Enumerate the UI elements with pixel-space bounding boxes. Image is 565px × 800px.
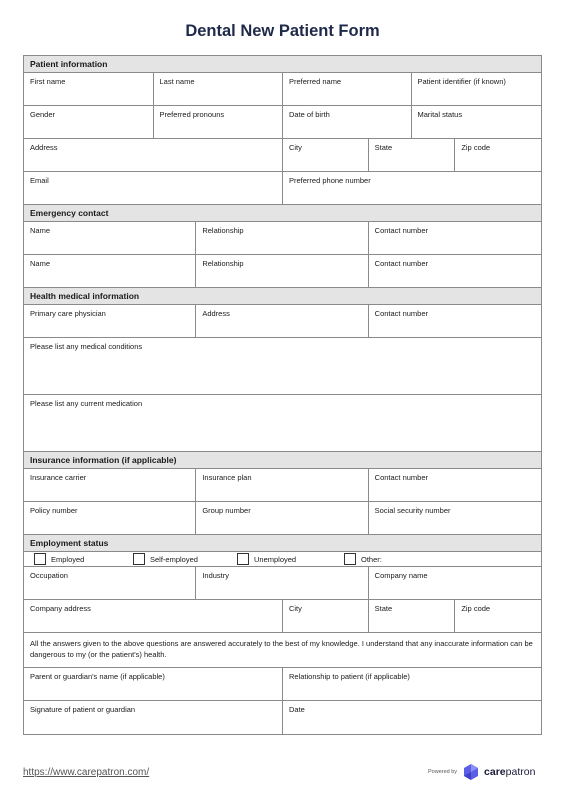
company-address-field[interactable]: Company address: [24, 600, 283, 632]
checkbox[interactable]: [344, 553, 356, 565]
gender-field[interactable]: Gender: [24, 106, 154, 138]
powered-by-label: Powered by: [428, 769, 458, 775]
social-security-number-field[interactable]: Social security number: [374, 506, 451, 515]
occupation-field[interactable]: Occupation: [24, 567, 196, 599]
carepatron-link[interactable]: https://www.carepatron.com/: [23, 767, 150, 778]
industry-field[interactable]: Industry: [196, 567, 368, 599]
city-field[interactable]: City: [283, 139, 369, 171]
form-row: [24, 469, 541, 502]
form-row: [24, 73, 541, 106]
group-number-field[interactable]: Group number: [196, 502, 368, 534]
form-row: [24, 139, 541, 172]
section-header-health: Health medical information: [24, 288, 541, 305]
state-field[interactable]: State: [369, 139, 456, 171]
section-header-insurance: Insurance information (if applicable): [24, 452, 541, 469]
option-label: Self-employed: [150, 554, 198, 564]
insurance-carrier-field[interactable]: Insurance carrier: [24, 469, 196, 501]
employed-option[interactable]: [34, 553, 133, 565]
phone-field[interactable]: Preferred phone number: [289, 176, 371, 185]
option-label: Unemployed: [254, 554, 297, 564]
emergency-name-field[interactable]: Name: [24, 255, 196, 287]
date-field[interactable]: Date: [289, 705, 305, 714]
relationship-to-patient-field[interactable]: Relationship to patient (if applicable): [289, 672, 410, 681]
patient-identifier-field[interactable]: Patient identifier (if known): [417, 77, 506, 86]
company-zip-code-field[interactable]: Zip code: [461, 604, 491, 613]
carepatron-brand: [428, 763, 535, 781]
primary-care-physician-field[interactable]: Primary care physician: [24, 305, 196, 337]
form-row: [24, 701, 541, 734]
preferred-pronouns-field[interactable]: Preferred pronouns: [154, 106, 284, 138]
form-row: [24, 338, 541, 395]
form-row: [24, 567, 541, 600]
guardian-name-field[interactable]: Parent or guardian's name (if applicable): [24, 668, 283, 700]
form-row: [24, 172, 541, 205]
insurance-plan-field[interactable]: Insurance plan: [196, 469, 368, 501]
first-name-field[interactable]: First name: [24, 73, 154, 105]
other-option[interactable]: [344, 553, 382, 565]
marital-status-field[interactable]: Marital status: [417, 110, 463, 119]
physician-contact-number-field[interactable]: Contact number: [374, 309, 429, 318]
option-label: Other:: [361, 554, 382, 564]
form-row: [24, 600, 541, 633]
form-row: [24, 668, 541, 701]
company-name-field[interactable]: Company name: [374, 571, 428, 580]
medical-conditions-field[interactable]: Please list any medical conditions: [30, 342, 143, 351]
form-row: [24, 106, 541, 139]
declaration-statement: All the answers given to the above questions are answered accurately to the best of my knowledge. I understand that any inaccurate information can be dangerous to my (or the patient's) health.: [24, 633, 541, 668]
unemployed-option[interactable]: [237, 553, 344, 565]
form-row: [24, 305, 541, 338]
section-header-emergency: Emergency contact: [24, 205, 541, 222]
current-medication-field[interactable]: Please list any current medication: [30, 399, 143, 408]
checkbox[interactable]: [34, 553, 46, 565]
zip-code-field[interactable]: Zip code: [461, 143, 491, 152]
policy-number-field[interactable]: Policy number: [24, 502, 196, 534]
carepatron-logo-icon: [462, 763, 480, 781]
form-row: [24, 222, 541, 255]
carepatron-wordmark: carepatron: [484, 766, 536, 778]
emergency-relationship-field[interactable]: Relationship: [196, 222, 368, 254]
insurance-contact-number-field[interactable]: Contact number: [374, 473, 429, 482]
patient-form: [23, 55, 542, 735]
checkbox[interactable]: [133, 553, 145, 565]
physician-address-field[interactable]: Address: [196, 305, 368, 337]
last-name-field[interactable]: Last name: [154, 73, 284, 105]
section-header-employment: Employment status: [24, 535, 541, 552]
emergency-relationship-field[interactable]: Relationship: [196, 255, 368, 287]
date-of-birth-field[interactable]: Date of birth: [283, 106, 412, 138]
signature-field[interactable]: Signature of patient or guardian: [24, 701, 283, 734]
company-city-field[interactable]: City: [283, 600, 369, 632]
section-header-patient: Patient information: [24, 56, 541, 73]
emergency-contact-number-field[interactable]: Contact number: [374, 259, 429, 268]
company-state-field[interactable]: State: [369, 600, 456, 632]
address-field[interactable]: Address: [24, 139, 283, 171]
form-row: [24, 395, 541, 452]
preferred-name-field[interactable]: Preferred name: [283, 73, 412, 105]
form-title: Dental New Patient Form: [185, 22, 380, 40]
checkbox[interactable]: [237, 553, 249, 565]
form-row: [24, 255, 541, 288]
email-field[interactable]: Email: [24, 172, 283, 204]
emergency-name-field[interactable]: Name: [24, 222, 196, 254]
emergency-contact-number-field[interactable]: Contact number: [374, 226, 429, 235]
employment-options: [24, 552, 541, 567]
option-label: Employed: [51, 554, 85, 564]
self-employed-option[interactable]: [133, 553, 237, 565]
form-row: [24, 502, 541, 535]
